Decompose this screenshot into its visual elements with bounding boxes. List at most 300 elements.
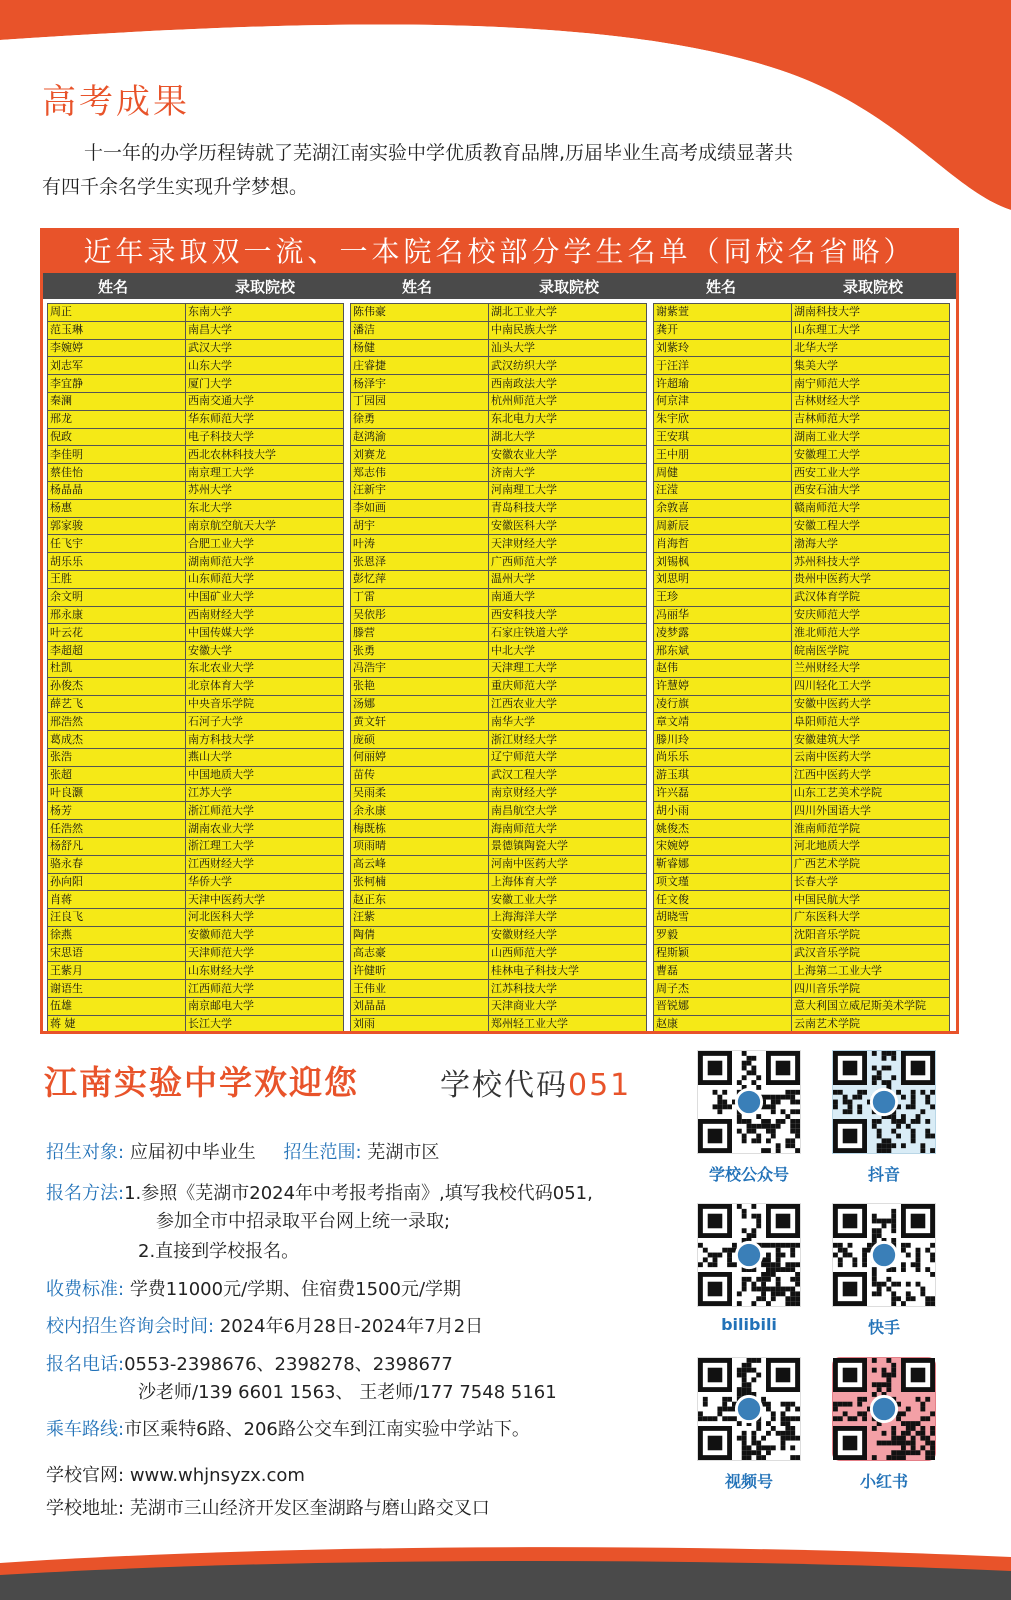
student-name: 刘志军	[48, 357, 186, 375]
student-name: 宋婉婷	[654, 837, 792, 855]
student-name: 许健昕	[351, 962, 489, 980]
wechat-caption: 学校公众号	[708, 1165, 789, 1184]
admitted-school: 江西师范大学	[186, 980, 344, 998]
student-name: 朱宇欣	[654, 410, 792, 428]
table-row	[351, 944, 647, 962]
admitted-school: 苏州大学	[186, 481, 344, 499]
admitted-school: 吉林师范大学	[792, 410, 950, 428]
welcome-banner: 江南实验中学欢迎您	[44, 1063, 359, 1102]
admitted-school: 西安科技大学	[489, 606, 647, 624]
bottom-decoration	[0, 1543, 1011, 1600]
admitted-school: 安徽财经大学	[489, 926, 647, 944]
student-name: 王安琪	[654, 428, 792, 446]
student-name: 余永康	[351, 802, 489, 820]
student-name: 汪新宇	[351, 481, 489, 499]
table-row	[654, 624, 950, 642]
admitted-school: 武汉工程大学	[489, 766, 647, 784]
admitted-school: 天津理工大学	[489, 659, 647, 677]
admitted-school: 重庆师范大学	[489, 677, 647, 695]
student-name: 龚开	[654, 321, 792, 339]
student-name: 刘雨	[351, 1015, 489, 1033]
admitted-school: 安徽大学	[186, 642, 344, 660]
admitted-school: 东南大学	[186, 304, 344, 322]
admitted-school: 中国民航大学	[792, 891, 950, 909]
admitted-school: 四川音乐学院	[792, 980, 950, 998]
info-phone-row	[46, 1350, 453, 1376]
table-row	[48, 962, 344, 980]
student-name: 游玉琪	[654, 766, 792, 784]
student-name: 丁园园	[351, 392, 489, 410]
col-header-school: 录取院校	[538, 277, 599, 296]
student-name: 许兴磊	[654, 784, 792, 802]
admitted-school: 四川外国语大学	[792, 802, 950, 820]
admitted-school: 南方科技大学	[186, 731, 344, 749]
student-name: 王胜	[48, 570, 186, 588]
student-name: 刘锡枫	[654, 553, 792, 571]
table-row	[351, 499, 647, 517]
student-name: 陶倩	[351, 926, 489, 944]
table-row	[351, 926, 647, 944]
table-row	[654, 944, 950, 962]
student-name: 郑志伟	[351, 464, 489, 482]
table-row	[351, 464, 647, 482]
table-row	[654, 766, 950, 784]
table-row	[654, 570, 950, 588]
info-method-row	[46, 1179, 593, 1205]
col-header-name: 姓名	[401, 277, 432, 296]
table-row	[48, 410, 344, 428]
table-row	[351, 339, 647, 357]
admitted-school: 湖北大学	[489, 428, 647, 446]
admitted-school: 长春大学	[792, 873, 950, 891]
student-name: 程斯颖	[654, 944, 792, 962]
student-name: 滕营	[351, 624, 489, 642]
table-row	[654, 642, 950, 660]
student-name: 蒋 婕	[48, 1015, 186, 1033]
admitted-school: 意大利国立威尼斯美术学院	[792, 998, 950, 1016]
student-name: 庞硕	[351, 731, 489, 749]
table-row	[48, 926, 344, 944]
admitted-school: 广东医科大学	[792, 909, 950, 927]
student-name: 宋思语	[48, 944, 186, 962]
table-row	[351, 321, 647, 339]
admitted-school: 华东师范大学	[186, 410, 344, 428]
student-name: 邢龙	[48, 410, 186, 428]
admitted-school: 安庆师范大学	[792, 606, 950, 624]
table-row	[48, 588, 344, 606]
admitted-school: 安徽中医药大学	[792, 695, 950, 713]
table-row	[351, 802, 647, 820]
admitted-school: 南昌大学	[186, 321, 344, 339]
admitted-school: 淮南师范学院	[792, 820, 950, 838]
admitted-school: 苏州科技大学	[792, 553, 950, 571]
admitted-school: 河北地质大学	[792, 837, 950, 855]
douyin-qr-icon	[832, 1050, 936, 1154]
range-label: 招生范围:	[283, 1142, 362, 1163]
channels-caption: 视频号	[724, 1472, 773, 1491]
student-name: 余敦喜	[654, 499, 792, 517]
table-row	[351, 357, 647, 375]
school-code-number: 051	[568, 1068, 632, 1103]
table-row	[654, 695, 950, 713]
table-row	[654, 446, 950, 464]
student-name: 赵正东	[351, 891, 489, 909]
admitted-school: 安徽农业大学	[489, 446, 647, 464]
table-row	[48, 802, 344, 820]
table-row	[351, 517, 647, 535]
qr-xiaohongshu[interactable]	[829, 1357, 939, 1492]
school-code	[440, 1060, 631, 1104]
table-row	[351, 980, 647, 998]
admitted-school: 西安工业大学	[792, 464, 950, 482]
admitted-school: 南宁师范大学	[792, 375, 950, 393]
student-name: 任文俊	[654, 891, 792, 909]
admitted-school: 湖南科技大学	[792, 304, 950, 322]
student-name: 潘洁	[351, 321, 489, 339]
fee-label: 收费标准:	[46, 1279, 125, 1300]
admitted-school: 燕山大学	[186, 748, 344, 766]
admitted-school: 合肥工业大学	[186, 535, 344, 553]
admitted-school: 阜阳师范大学	[792, 713, 950, 731]
admitted-school: 西南财经大学	[186, 606, 344, 624]
table-row	[351, 659, 647, 677]
info-consult-row	[46, 1312, 483, 1338]
student-name: 谢紫萱	[654, 304, 792, 322]
table-row	[654, 731, 950, 749]
student-name: 肖蒋	[48, 891, 186, 909]
admitted-school: 浙江财经大学	[489, 731, 647, 749]
admitted-school: 广西艺术学院	[792, 855, 950, 873]
table-row	[351, 624, 647, 642]
admitted-school: 湖北工业大学	[489, 304, 647, 322]
qr-wechat[interactable]	[694, 1050, 804, 1185]
method-step-2: 2.直接到学校报名。	[138, 1241, 300, 1262]
table-row	[48, 909, 344, 927]
admitted-school: 上海海洋大学	[489, 909, 647, 927]
admission-table-1	[47, 303, 344, 1034]
xiaohongshu-caption: 小红书	[859, 1472, 908, 1491]
student-name: 丁雷	[351, 588, 489, 606]
table-row	[654, 392, 950, 410]
table-row	[654, 677, 950, 695]
admitted-school: 淮北师范大学	[792, 624, 950, 642]
student-name: 陈伟豪	[351, 304, 489, 322]
student-name: 周健	[654, 464, 792, 482]
phone-teachers: 沙老师/139 6601 1563、 王老师/177 7548 5161	[138, 1382, 557, 1403]
admitted-school: 安徽工业大学	[489, 891, 647, 909]
admitted-school: 中北大学	[489, 642, 647, 660]
table-row	[48, 606, 344, 624]
student-name: 张艳	[351, 677, 489, 695]
student-name: 周新辰	[654, 517, 792, 535]
table-row	[654, 873, 950, 891]
student-name: 蔡佳怡	[48, 464, 186, 482]
info-website-row	[46, 1461, 305, 1487]
channels-qr-icon	[697, 1357, 801, 1461]
student-name: 刘赛龙	[351, 446, 489, 464]
table-row	[351, 553, 647, 571]
table-row	[654, 926, 950, 944]
admitted-school: 南通大学	[489, 588, 647, 606]
table-row	[654, 464, 950, 482]
student-name: 李婉婷	[48, 339, 186, 357]
student-name: 高云峰	[351, 855, 489, 873]
admitted-school: 郑州轻工业大学	[489, 1015, 647, 1033]
admitted-school: 山东财经大学	[186, 962, 344, 980]
student-name: 何京津	[654, 392, 792, 410]
student-name: 郭家骏	[48, 517, 186, 535]
admitted-school: 济南大学	[489, 464, 647, 482]
bilibili-qr-icon	[697, 1203, 801, 1307]
admitted-school: 江西财经大学	[186, 855, 344, 873]
student-name: 于汪洋	[654, 357, 792, 375]
student-name: 薛艺飞	[48, 695, 186, 713]
table-row	[654, 499, 950, 517]
student-name: 庄睿捷	[351, 357, 489, 375]
student-name: 汪良飞	[48, 909, 186, 927]
phone-label: 报名电话:	[46, 1354, 125, 1375]
table-row	[351, 962, 647, 980]
table-row	[654, 553, 950, 571]
student-name: 谢语生	[48, 980, 186, 998]
admitted-school: 安徽工程大学	[792, 517, 950, 535]
admitted-school: 景德镇陶瓷大学	[489, 837, 647, 855]
student-name: 高志豪	[351, 944, 489, 962]
admitted-school: 南京理工大学	[186, 464, 344, 482]
student-name: 吴雨柔	[351, 784, 489, 802]
table-row	[351, 642, 647, 660]
student-name: 许慧婷	[654, 677, 792, 695]
admitted-school: 桂林电子科技大学	[489, 962, 647, 980]
admitted-school: 武汉音乐学院	[792, 944, 950, 962]
table-row	[654, 784, 950, 802]
qr-bilibili[interactable]	[694, 1203, 804, 1334]
table-row	[351, 766, 647, 784]
admitted-school: 天津师范大学	[186, 944, 344, 962]
admitted-school: 山西师范大学	[489, 944, 647, 962]
student-name: 任浩然	[48, 820, 186, 838]
admitted-school: 兰州财经大学	[792, 659, 950, 677]
admitted-school: 汕头大学	[489, 339, 647, 357]
student-name: 李如画	[351, 499, 489, 517]
table-row	[351, 784, 647, 802]
douyin-caption: 抖音	[867, 1165, 900, 1184]
admitted-school: 南昌航空大学	[489, 802, 647, 820]
table-row	[48, 321, 344, 339]
admitted-school: 江苏科技大学	[489, 980, 647, 998]
admitted-school: 集美大学	[792, 357, 950, 375]
table-row	[654, 980, 950, 998]
student-name: 李宜静	[48, 375, 186, 393]
student-name: 伍雄	[48, 998, 186, 1016]
admitted-school: 渤海大学	[792, 535, 950, 553]
student-name: 杨晶晶	[48, 481, 186, 499]
table-row	[48, 375, 344, 393]
address-label: 学校地址:	[46, 1498, 125, 1519]
table-row	[351, 855, 647, 873]
table-row	[48, 873, 344, 891]
student-name: 杜凯	[48, 659, 186, 677]
admitted-school: 山东理工大学	[792, 321, 950, 339]
bus-value: 市区乘特6路、206路公交车到江南实验中学站下。	[124, 1419, 530, 1440]
table-row	[351, 392, 647, 410]
table-row	[351, 570, 647, 588]
table-row	[351, 535, 647, 553]
admitted-school: 厦门大学	[186, 375, 344, 393]
admitted-school: 东北电力大学	[489, 410, 647, 428]
student-name: 胡晓雪	[654, 909, 792, 927]
fee-value: 学费11000元/学期、住宿费1500元/学期	[129, 1279, 462, 1300]
admitted-school: 杭州师范大学	[489, 392, 647, 410]
table-row	[654, 909, 950, 927]
table-row	[654, 304, 950, 322]
student-name: 罗毅	[654, 926, 792, 944]
student-name: 杨舒凡	[48, 837, 186, 855]
student-name: 吴依彤	[351, 606, 489, 624]
table-row	[351, 748, 647, 766]
admitted-school: 山东工艺美术学院	[792, 784, 950, 802]
table-row	[654, 998, 950, 1016]
qr-douyin[interactable]	[829, 1050, 939, 1185]
student-name: 晋锐娜	[654, 998, 792, 1016]
admitted-school: 上海体育大学	[489, 873, 647, 891]
table-row	[654, 713, 950, 731]
student-name: 叶良灏	[48, 784, 186, 802]
admitted-school: 南京财经大学	[489, 784, 647, 802]
table-row	[351, 304, 647, 322]
student-name: 张恩泽	[351, 553, 489, 571]
website-label: 学校官网:	[46, 1465, 125, 1486]
student-name: 赵伟	[654, 659, 792, 677]
table-row	[48, 980, 344, 998]
table-row	[654, 802, 950, 820]
admitted-school: 南京航空航天大学	[186, 517, 344, 535]
table-row	[654, 962, 950, 980]
col-header-name: 姓名	[97, 277, 128, 296]
intro-text: 十一年的办学历程铸就了芜湖江南实验中学优质教育品牌,历届毕业生高考成绩显著共有四千余名学生实现升学梦想。	[42, 142, 794, 198]
table-row	[48, 695, 344, 713]
table-row	[654, 339, 950, 357]
info-fee-row	[46, 1275, 461, 1301]
student-name: 冯丽华	[654, 606, 792, 624]
table-row	[48, 659, 344, 677]
student-name: 靳睿娜	[654, 855, 792, 873]
table-row	[654, 820, 950, 838]
table-row	[48, 748, 344, 766]
website-link[interactable]: www.whjnsyzx.com	[129, 1465, 305, 1486]
table-row	[48, 784, 344, 802]
student-name: 邢永康	[48, 606, 186, 624]
table-row	[48, 553, 344, 571]
table-row	[654, 357, 950, 375]
admitted-school: 皖南医学院	[792, 642, 950, 660]
student-name: 汤娜	[351, 695, 489, 713]
admitted-school: 云南艺术学院	[792, 1015, 950, 1033]
admitted-school: 上海第二工业大学	[792, 962, 950, 980]
consult-value: 2024年6月28日-2024年7月2日	[219, 1316, 484, 1337]
table-row	[654, 517, 950, 535]
table-row	[48, 713, 344, 731]
admitted-school: 广西师范大学	[489, 553, 647, 571]
admitted-school: 武汉纺织大学	[489, 357, 647, 375]
table-row	[654, 428, 950, 446]
table-row	[48, 481, 344, 499]
table-row	[48, 642, 344, 660]
table-row	[48, 891, 344, 909]
admitted-school: 江西农业大学	[489, 695, 647, 713]
table-row	[48, 731, 344, 749]
page-title: 高考成果	[42, 82, 190, 122]
student-name: 赵鸿渝	[351, 428, 489, 446]
student-name: 滕川玲	[654, 731, 792, 749]
admission-table-3	[653, 303, 950, 1034]
admitted-school: 中国地质大学	[186, 766, 344, 784]
student-name: 曹磊	[654, 962, 792, 980]
student-name: 姚俊杰	[654, 820, 792, 838]
table-row	[654, 375, 950, 393]
table-row	[48, 464, 344, 482]
bilibili-caption: bilibili	[721, 1315, 777, 1334]
range-value: 芜湖市区	[367, 1142, 440, 1163]
student-name: 王伟业	[351, 980, 489, 998]
qr-kuaishou[interactable]	[829, 1203, 939, 1338]
admitted-school: 贵州中医药大学	[792, 570, 950, 588]
consult-label: 校内招生咨询会时间:	[46, 1316, 215, 1337]
col-header-school: 录取院校	[234, 277, 295, 296]
table-row	[351, 428, 647, 446]
student-name: 周子杰	[654, 980, 792, 998]
student-name: 章文靖	[654, 713, 792, 731]
method-label: 报名方法:	[46, 1183, 125, 1204]
admitted-school: 西安石油大学	[792, 481, 950, 499]
table-row	[48, 357, 344, 375]
student-name: 凌行旗	[654, 695, 792, 713]
table-row	[48, 624, 344, 642]
kuaishou-caption: 快手	[867, 1318, 900, 1337]
table-row	[654, 837, 950, 855]
admitted-school: 沈阳音乐学院	[792, 926, 950, 944]
admitted-school: 天津中医药大学	[186, 891, 344, 909]
admitted-school: 山东师范大学	[186, 570, 344, 588]
table-row	[48, 570, 344, 588]
admitted-school: 电子科技大学	[186, 428, 344, 446]
method-step-1: 1.参照《芜湖市2024年中考报考指南》,填写我校代码051,	[124, 1183, 593, 1204]
admitted-school: 浙江师范大学	[186, 802, 344, 820]
student-name: 王珍	[654, 588, 792, 606]
table-row	[48, 766, 344, 784]
admitted-school: 安徽医科大学	[489, 517, 647, 535]
admitted-school: 山东大学	[186, 357, 344, 375]
admission-tables	[43, 299, 956, 1034]
table-row	[351, 481, 647, 499]
admission-list-panel	[40, 228, 959, 1034]
admitted-school: 浙江理工大学	[186, 837, 344, 855]
admitted-school: 河南中医药大学	[489, 855, 647, 873]
admitted-school: 河北医科大学	[186, 909, 344, 927]
student-name: 张浩	[48, 748, 186, 766]
student-name: 葛成杰	[48, 731, 186, 749]
admitted-school: 天津商业大学	[489, 998, 647, 1016]
admitted-school: 西南政法大学	[489, 375, 647, 393]
table-row	[654, 588, 950, 606]
xiaohongshu-qr-icon	[832, 1357, 936, 1461]
admitted-school: 湖南农业大学	[186, 820, 344, 838]
phone-value: 0553-2398676、2398278、2398677	[124, 1354, 453, 1375]
table-row	[48, 677, 344, 695]
table-row	[351, 446, 647, 464]
table-row	[351, 410, 647, 428]
qr-channels[interactable]	[694, 1357, 804, 1492]
